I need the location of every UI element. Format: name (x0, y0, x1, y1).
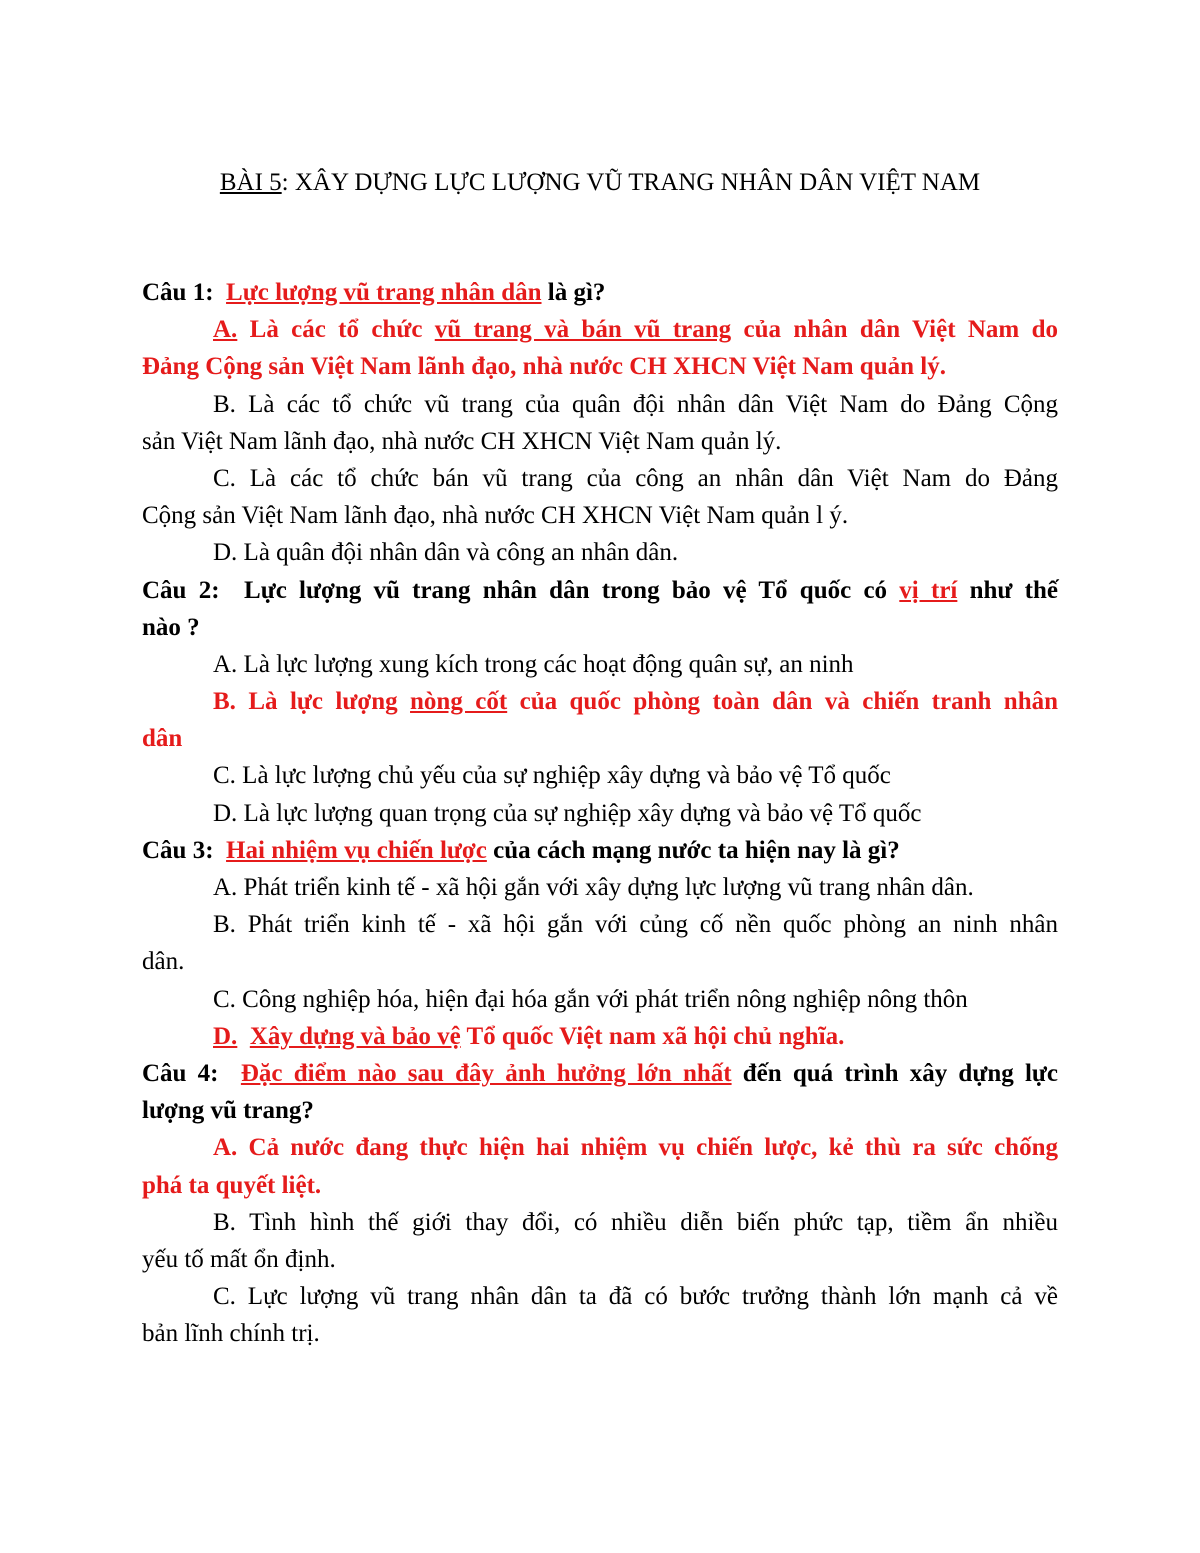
question-1-answer-d: D. Là quân đội nhân dân và công an nhân dân. (213, 539, 679, 567)
page-title (0, 166, 1200, 200)
question-1-keyword: Lực lượng vũ trang nhân dân (226, 279, 542, 306)
question-4-text: đến quá trình xây dựng lực (731, 1059, 1058, 1087)
question-1-answer-a-cont: Đảng Cộng sản Việt Nam lãnh đạo, nhà nước CH XHCN Việt Nam quản lý. (142, 353, 946, 381)
question-2-keyword: vị trí (899, 576, 958, 604)
question-2-text-end: như thế (957, 576, 1058, 604)
question-3-answer-c: C. Công nghiệp hóa, hiện đại hóa gắn với phát triển nông nghiệp nông thôn (213, 985, 968, 1013)
answer-text: của nhân dân Việt Nam do (731, 316, 1058, 344)
question-1-answer-a (142, 311, 1058, 348)
question-4 (142, 1055, 1058, 1092)
question-2-text: Lực lượng vũ trang nhân dân trong bảo vệ Tổ quốc có (244, 576, 900, 604)
question-2-label: Câu 2: (142, 576, 220, 604)
question-1-answer-c: C. Là các tổ chức bán vũ trang của công an nhân dân Việt Nam do Đảng (213, 464, 1058, 492)
question-2-cont: nào ? (142, 613, 200, 641)
question-3-answer-d (142, 1018, 1058, 1055)
question-4-keyword: Đặc điểm nào sau đây ảnh hưởng lớn nhất (240, 1059, 732, 1087)
question-4-label: Câu 4: (142, 1059, 219, 1087)
answer-text: B. Là lực lượng (213, 688, 411, 716)
answer-letter: A. (213, 316, 238, 344)
question-2-answer-d: D. Là lực lượng quan trọng của sự nghiệp xây dựng và bảo vệ Tổ quốc (213, 799, 922, 827)
question-list (142, 274, 1058, 1352)
answer-letter: D. (213, 1022, 238, 1050)
answer-keyword: nòng cốt (410, 688, 508, 716)
answer-text: của quốc phòng toàn dân và chiến tranh nhân (507, 688, 1059, 716)
question-1-label: Câu 1: (142, 279, 214, 306)
question-2-answer-c: C. Là lực lượng chủ yếu của sự nghiệp xây dựng và bảo vệ Tổ quốc (213, 762, 891, 790)
question-4-cont: lượng vũ trang? (142, 1097, 314, 1125)
answer-text: Tổ quốc Việt nam xã hội chủ nghĩa. (460, 1022, 845, 1050)
question-3-text: của cách mạng nước ta hiện nay là gì? (486, 836, 900, 864)
question-1-text: là gì? (541, 279, 606, 306)
question-2-answer-b (142, 683, 1058, 720)
question-4-answer-c-cont: bản lĩnh chính trị. (142, 1320, 320, 1348)
question-1-answer-b-cont: sản Việt Nam lãnh đạo, nhà nước CH XHCN Việt Nam quản lý. (142, 427, 782, 455)
question-2 (142, 572, 1058, 609)
question-4-answer-b: B. Tình hình thế giới thay đổi, có nhiều diễn biến phức tạp, tiềm ẩn nhiều (213, 1208, 1058, 1236)
question-1 (142, 274, 1058, 311)
question-3-label: Câu 3: (142, 836, 214, 864)
question-3 (142, 832, 1058, 869)
question-1-answer-b: B. Là các tổ chức vũ trang của quân đội nhân dân Việt Nam do Đảng Cộng (213, 390, 1058, 418)
question-3-answer-b-cont: dân. (142, 948, 185, 976)
question-4-answer-a-cont: phá ta quyết liệt. (142, 1171, 322, 1199)
answer-keyword: vũ trang và bán vũ trang (434, 316, 732, 344)
question-1-answer-c-cont: Cộng sản Việt Nam lãnh đạo, nhà nước CH XHCN Việt Nam quản l ý. (142, 502, 849, 530)
question-4-answer-c: C. Lực lượng vũ trang nhân dân ta đã có bước trưởng thành lớn mạnh cả về (213, 1283, 1058, 1311)
answer-text: Là các tổ chức (237, 316, 435, 344)
answer-keyword: Xây dựng và bảo vệ (249, 1022, 461, 1050)
title-text: : XÂY DỰNG LỰC LƯỢNG VŨ TRANG NHÂN DÂN VIỆT NAM (281, 169, 981, 196)
question-3-keyword: Hai nhiệm vụ chiến lược (226, 836, 487, 864)
question-3-answer-a: A. Phát triển kinh tế - xã hội gắn với xây dựng lực lượng vũ trang nhân dân. (213, 874, 974, 901)
title-lesson: BÀI 5 (219, 169, 282, 196)
question-3-answer-b: B. Phát triển kinh tế - xã hội gắn với củng cố nền quốc phòng an ninh nhân (213, 911, 1058, 939)
question-4-answer-b-cont: yếu tố mất ổn định. (142, 1245, 336, 1273)
question-4-answer-a: A. Cả nước đang thực hiện hai nhiệm vụ chiến lược, kẻ thù ra sức chống (213, 1134, 1058, 1162)
question-2-answer-b-cont: dân (142, 725, 183, 753)
question-2-answer-a: A. Là lực lượng xung kích trong các hoạt động quân sự, an ninh (213, 650, 854, 678)
